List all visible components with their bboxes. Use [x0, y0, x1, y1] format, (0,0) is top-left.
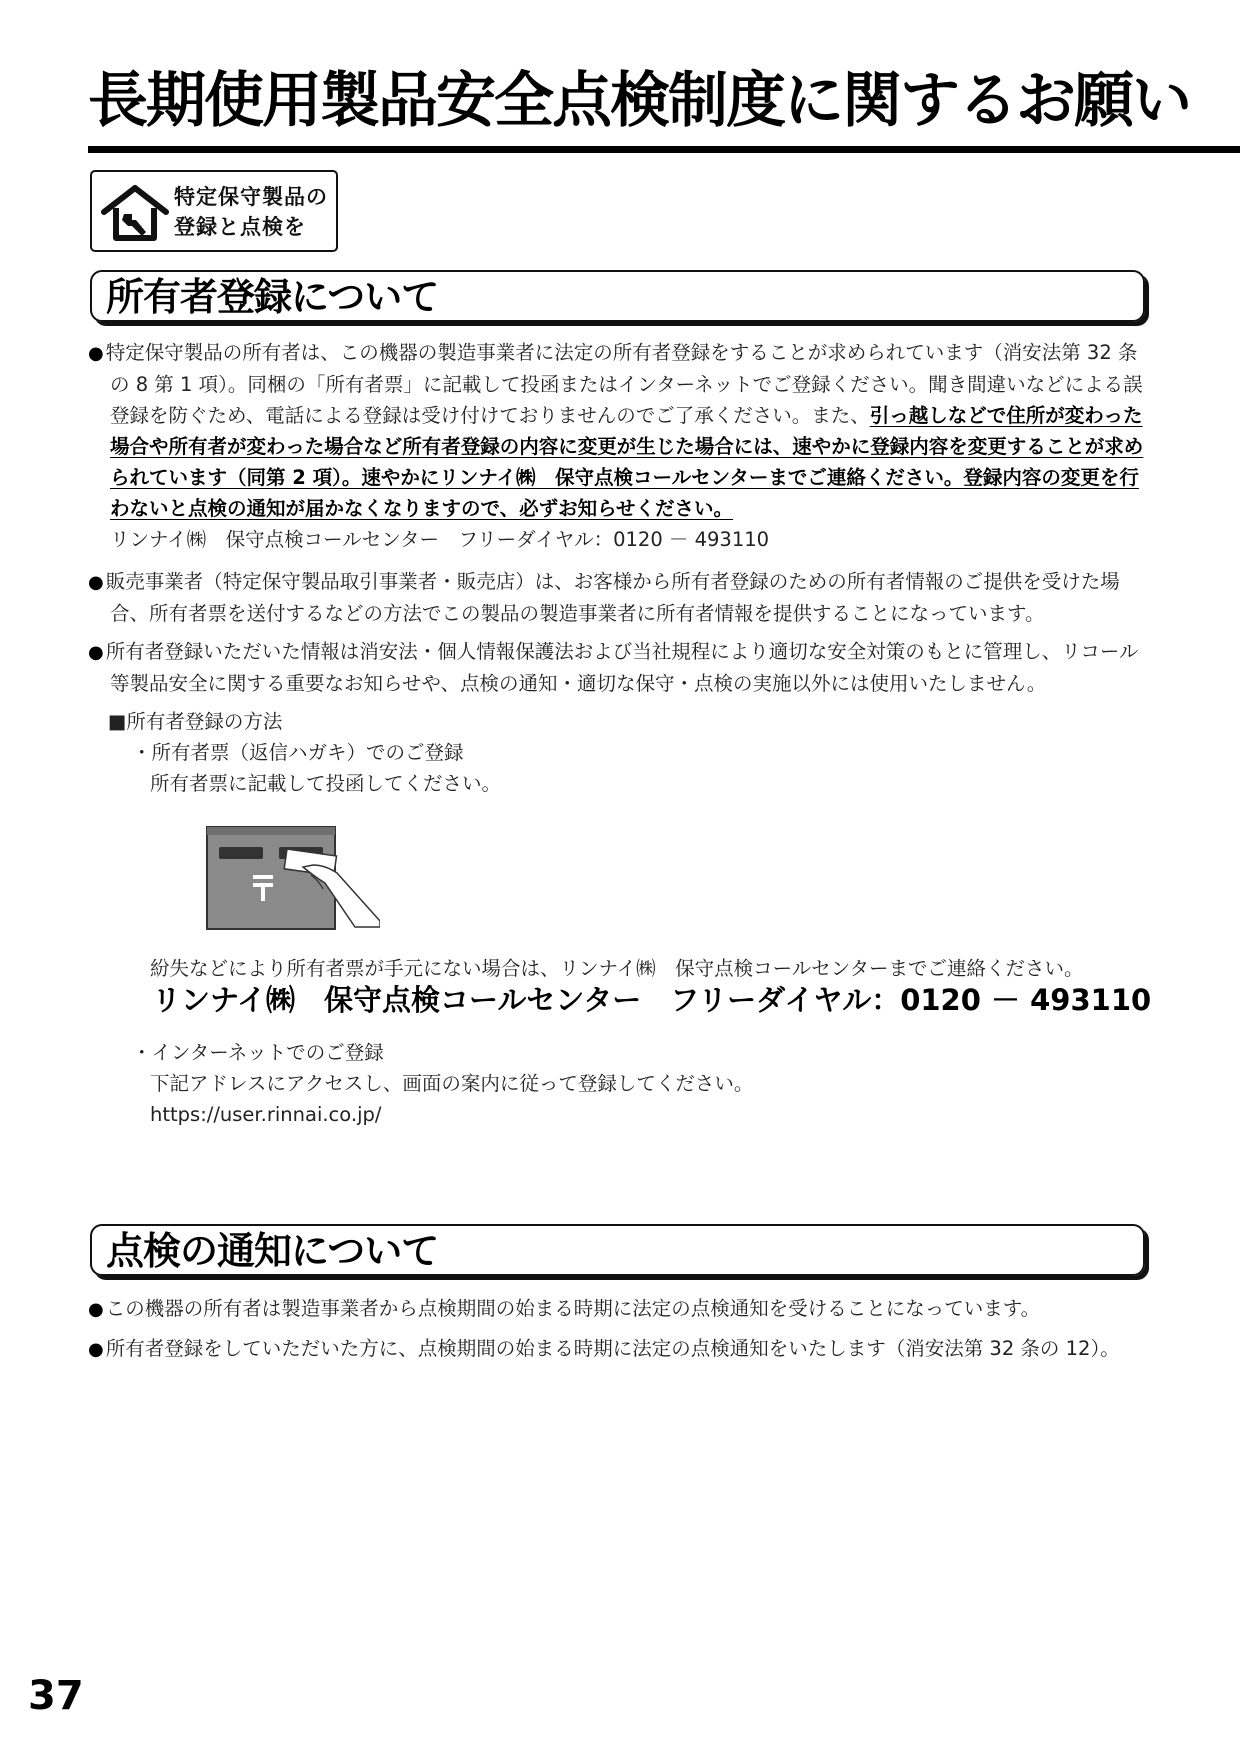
paragraph-text: 販売事業者（特定保守製品取引事業者・販売店）は、お客様から所有者登録のための所有者情報のご提供を受けた場合、所有者票を送付するなどの方法でこの製品の製造事業者に所有者情報を提供することになっています。 — [105, 570, 1120, 625]
callcenter-line-large: リンナイ㈱ 保守点検コールセンター フリーダイヤル：0120 － 493110 — [152, 983, 1152, 1017]
method-postcard-title: ・所有者票（返信ハガキ）でのご登録 — [132, 741, 464, 764]
registration-method-heading: ■所有者登録の方法 — [108, 710, 283, 733]
page-title: 長期使用製品安全点検制度に関するお願い — [88, 66, 1190, 136]
mailbox-icon — [205, 825, 380, 930]
bullet-icon: ● — [88, 1339, 104, 1360]
lost-card-note: 紛失などにより所有者票が手元にない場合は、リンナイ㈱ 保守点検コールセンターまでご連絡ください。 — [150, 957, 1084, 980]
paragraph-text: 所有者登録をしていただいた方に、点検期間の始まる時期に法定の点検通知をいたします（消安法第 32 条の 12）。 — [105, 1337, 1120, 1360]
page-number: 37 — [28, 1673, 84, 1719]
privacy-paragraph — [88, 636, 1153, 699]
method-internet-desc: 下記アドレスにアクセスし、画面の案内に従って登録してください。 — [150, 1072, 754, 1095]
inspection-notice-paragraph-1 — [88, 1293, 1153, 1325]
title-underline — [88, 146, 1240, 153]
bullet-icon: ● — [88, 642, 104, 663]
bullet-icon: ● — [88, 1299, 104, 1320]
bullet-icon: ● — [88, 572, 104, 593]
section-heading-owner-registration — [90, 270, 1145, 322]
method-postcard-desc: 所有者票に記載して投函してください。 — [150, 772, 502, 795]
badge-line-2: 登録と点検を — [174, 215, 306, 239]
section-heading-inspection-notice — [90, 1224, 1145, 1276]
section-heading-text: 所有者登録について — [106, 275, 439, 319]
inspection-notice-paragraph-2 — [88, 1333, 1153, 1365]
dealer-paragraph — [88, 566, 1153, 629]
badge-line-1: 特定保守製品の — [174, 185, 328, 209]
paragraph-text: この機器の所有者は製造事業者から点検期間の始まる時期に法定の点検通知を受けることになっています。 — [105, 1297, 1041, 1320]
house-wrench-icon — [100, 182, 170, 242]
section-heading-text: 点検の通知について — [106, 1229, 439, 1273]
badge-label — [174, 182, 334, 242]
emphasized-notice: 引っ越しなどで住所が変わった場合や所有者が変わった場合など所有者登録の内容に変更が生じた場合には、速やかに登録内容を変更することが求められています（同第 2 項）。速やかにリンナイ㈱ 保守点検コールセンターまでご連絡ください。登録内容の変更を行わないと点検の通知が届かなくなりますので、必ずお知らせください。 — [110, 404, 1144, 520]
registration-badge — [90, 170, 338, 252]
registration-url[interactable]: https://user.rinnai.co.jp/ — [150, 1103, 382, 1126]
method-internet-title: ・インターネットでのご登録 — [132, 1041, 384, 1064]
owner-registration-paragraph — [88, 337, 1153, 524]
paragraph-text: 特定保守製品の所有者は、この機器の製造事業者に法定の所有者登録をすることが求められています（消安法第 32 条の 8 第 1 項）。同梱の「所有者票」に記載して投函またはインターネットでご登録ください。聞き間違いなどによる誤登録を防ぐため、電話による登録は受け付けておりませんのでご了承ください。また、 — [105, 341, 1143, 427]
paragraph-text: 所有者登録いただいた情報は消安法・個人情報保護法および当社規程により適切な安全対策のもとに管理し、リコール等製品安全に関する重要なお知らせや、点検の通知・適切な保守・点検の実施以外には使用いたしません。 — [105, 640, 1139, 695]
bullet-icon: ● — [88, 343, 104, 364]
callcenter-line-small: リンナイ㈱ 保守点検コールセンター フリーダイヤル：0120 － 493110 — [110, 528, 770, 551]
